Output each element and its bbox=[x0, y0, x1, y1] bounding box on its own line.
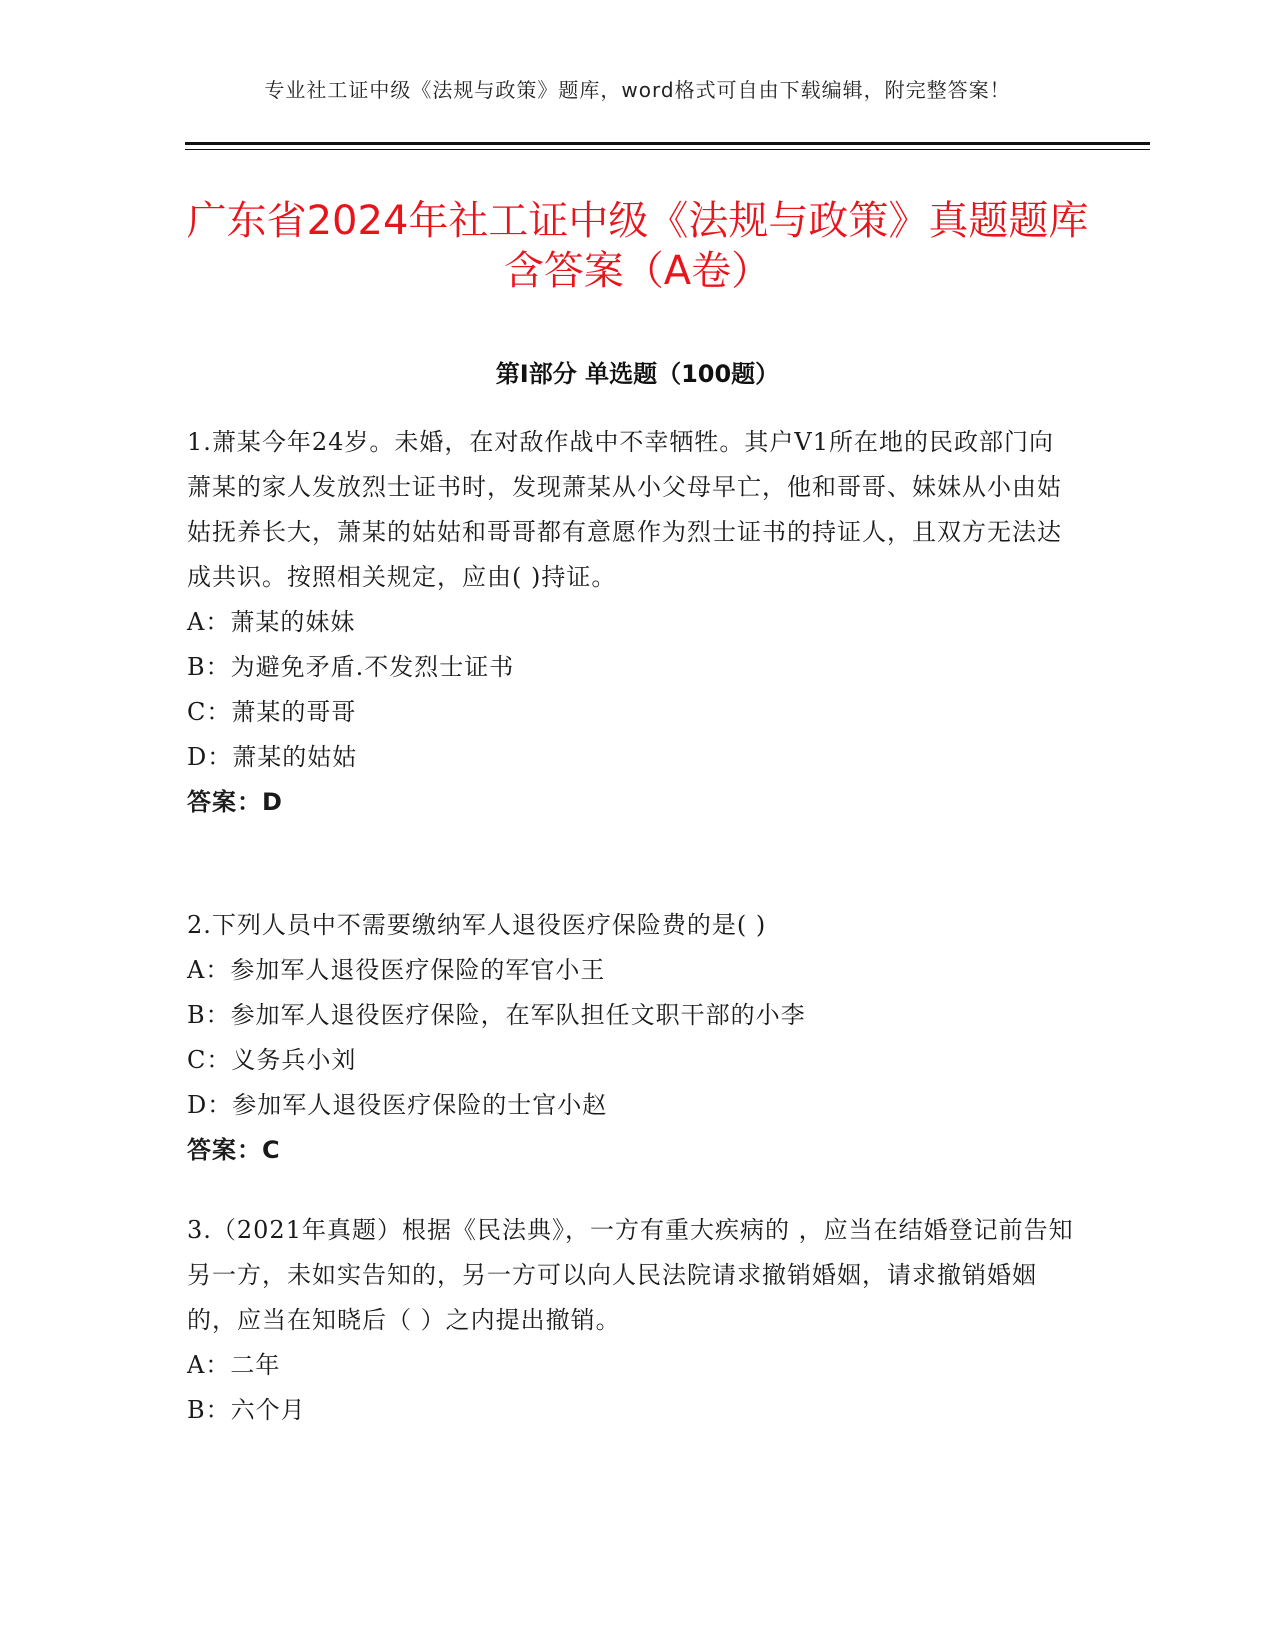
question-stem: 2.下列人员中不需要缴纳军人退役医疗保险费的是( ) bbox=[187, 911, 767, 939]
question-1 bbox=[187, 420, 1077, 825]
option-d: D：参加军人退役医疗保险的士官小赵 bbox=[187, 1091, 608, 1119]
option-c: C：萧某的哥哥 bbox=[187, 698, 357, 726]
header-divider-thin bbox=[185, 149, 1150, 150]
option-b: B：六个月 bbox=[187, 1396, 306, 1424]
option-b: B：为避免矛盾.不发烈士证书 bbox=[187, 653, 515, 681]
question-stem: 1.萧某今年24岁。未婚，在对敌作战中不幸牺牲。其户V1所在地的民政部门向萧某的家人发放烈士证书时，发现萧某从小父母早亡，他和哥哥、妹妹从小由姑姑抚养长大，萧某的姑姑和哥哥都有意愿作为烈士证书的持证人，且双方无法达成共识。按照相关规定，应由( )持证。 bbox=[187, 428, 1062, 591]
header-note: 专业社工证中级《法规与政策》题库，word格式可自由下载编辑，附完整答案！ bbox=[264, 78, 1011, 102]
answer-label: 答案：D bbox=[187, 788, 283, 816]
option-a: A：二年 bbox=[187, 1351, 281, 1379]
option-a: A：参加军人退役医疗保险的军官小王 bbox=[187, 956, 606, 984]
option-b: B：参加军人退役医疗保险，在军队担任文职干部的小李 bbox=[187, 1001, 806, 1029]
section-title: 第Ⅰ部分 单选题（100题） bbox=[495, 360, 780, 388]
question-2 bbox=[187, 903, 1077, 1173]
option-c: C：义务兵小刘 bbox=[187, 1046, 357, 1074]
option-a: A：萧某的妹妹 bbox=[187, 608, 356, 636]
header-divider-thick bbox=[185, 142, 1150, 145]
question-stem: 3.（2021年真题）根据《民法典》，一方有重大疾病的 ，应当在结婚登记前告知另一方，未如实告知的，另一方可以向人民法院请求撤销婚姻，请求撤销婚姻的，应当在知晓后（ ）之内提出撤销。 bbox=[187, 1216, 1074, 1334]
question-3 bbox=[187, 1208, 1077, 1433]
answer-label: 答案：C bbox=[187, 1136, 281, 1164]
option-d: D：萧某的姑姑 bbox=[187, 743, 358, 771]
document-title: 广东省2024年社工证中级《法规与政策》真题题库含答案（A卷） bbox=[186, 198, 1089, 294]
